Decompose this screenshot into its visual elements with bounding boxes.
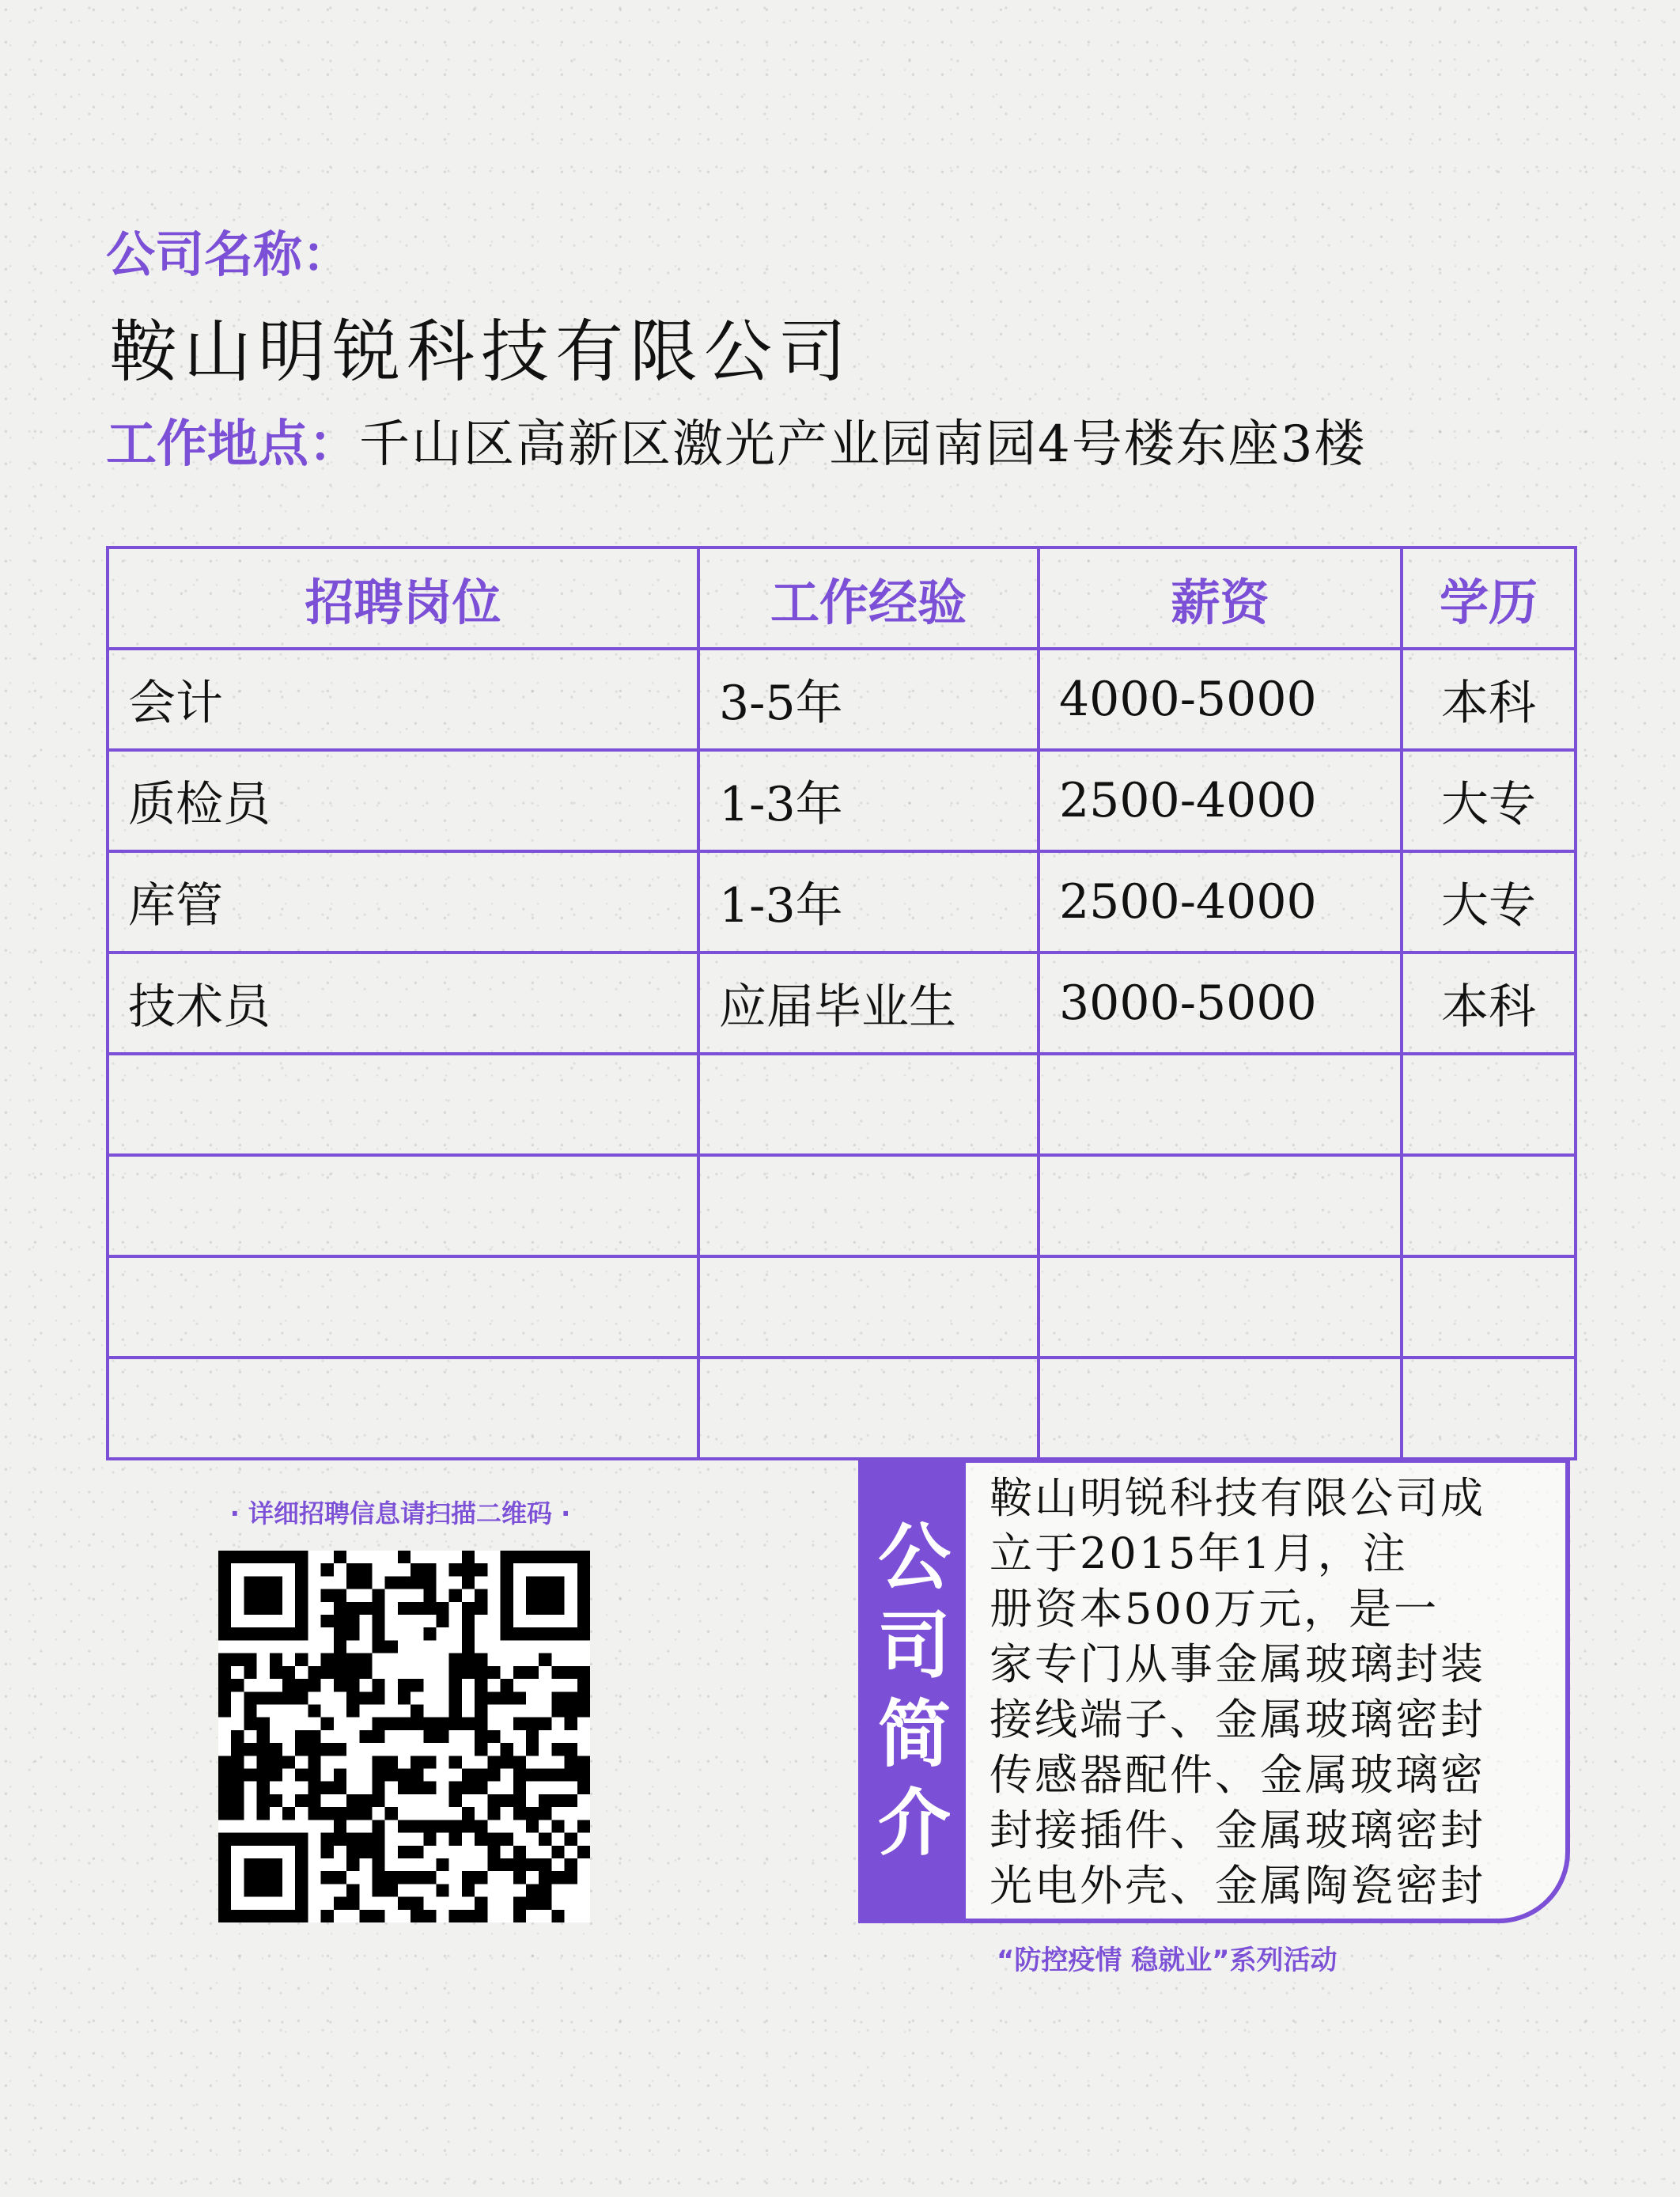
table-header-row bbox=[108, 547, 1576, 649]
empty-cell bbox=[1039, 1155, 1402, 1256]
location-value: 千山区高新区激光产业园南园4号楼东座3楼 bbox=[359, 415, 1367, 474]
table-row-empty bbox=[108, 1256, 1576, 1358]
table-row bbox=[108, 953, 1576, 1054]
intro-line: 立于2015年1月，注 bbox=[989, 1528, 1408, 1578]
intro-side-char: 介 bbox=[877, 1781, 951, 1866]
empty-cell bbox=[108, 1358, 698, 1459]
empty-cell bbox=[1039, 1358, 1402, 1459]
intro-side-banner bbox=[863, 1463, 966, 1919]
cell-education: 大专 bbox=[1402, 851, 1576, 953]
company-name: 鞍山明锐科技有限公司 bbox=[109, 313, 853, 392]
header-salary: 薪资 bbox=[1039, 547, 1402, 649]
header-education: 学历 bbox=[1402, 547, 1576, 649]
empty-cell bbox=[1402, 1358, 1576, 1459]
job-table bbox=[106, 546, 1577, 1460]
cell-position: 库管 bbox=[108, 851, 698, 953]
empty-cell bbox=[108, 1155, 698, 1256]
cell-salary: 2500-4000 bbox=[1039, 750, 1402, 851]
intro-text bbox=[989, 1471, 1559, 1914]
cell-experience: 应届毕业生 bbox=[698, 953, 1039, 1054]
cell-position: 会计 bbox=[108, 649, 698, 750]
empty-cell bbox=[1402, 1054, 1576, 1155]
company-intro-box bbox=[858, 1458, 1570, 1923]
table-row-empty bbox=[108, 1054, 1576, 1155]
intro-side-char: 司 bbox=[877, 1604, 951, 1688]
intro-side-char: 简 bbox=[877, 1692, 951, 1777]
table-row bbox=[108, 750, 1576, 851]
empty-cell bbox=[1402, 1155, 1576, 1256]
location-label: 工作地点： bbox=[106, 415, 359, 474]
empty-cell bbox=[698, 1256, 1039, 1358]
header-experience: 工作经验 bbox=[698, 547, 1039, 649]
intro-line: 光电外壳、金属陶瓷密封 bbox=[989, 1861, 1485, 1911]
cell-salary: 3000-5000 bbox=[1039, 953, 1402, 1054]
table-row bbox=[108, 851, 1576, 953]
empty-cell bbox=[1402, 1256, 1576, 1358]
empty-cell bbox=[108, 1256, 698, 1358]
cell-education: 大专 bbox=[1402, 750, 1576, 851]
intro-line: 鞍山明锐科技有限公司成 bbox=[989, 1473, 1485, 1523]
intro-line: 家专门从事金属玻璃封装 bbox=[989, 1639, 1485, 1689]
cell-position: 质检员 bbox=[108, 750, 698, 851]
cell-position: 技术员 bbox=[108, 953, 698, 1054]
empty-cell bbox=[698, 1155, 1039, 1256]
empty-cell bbox=[1039, 1054, 1402, 1155]
footer-slogan: “防控疫情 稳就业”系列活动 bbox=[997, 1945, 1338, 1976]
intro-line: 传感器配件、金属玻璃密 bbox=[989, 1750, 1485, 1800]
qr-code-icon[interactable] bbox=[218, 1551, 590, 1922]
table-row bbox=[108, 649, 1576, 750]
cell-education: 本科 bbox=[1402, 953, 1576, 1054]
table-row-empty bbox=[108, 1358, 1576, 1459]
location-row bbox=[106, 403, 1366, 476]
empty-cell bbox=[108, 1054, 698, 1155]
empty-cell bbox=[698, 1054, 1039, 1155]
company-name-label: 公司名称： bbox=[106, 225, 352, 283]
empty-cell bbox=[1039, 1256, 1402, 1358]
cell-experience: 1-3年 bbox=[698, 851, 1039, 953]
cell-experience: 3-5年 bbox=[698, 649, 1039, 750]
empty-cell bbox=[698, 1358, 1039, 1459]
intro-side-char: 公 bbox=[877, 1515, 951, 1600]
cell-salary: 4000-5000 bbox=[1039, 649, 1402, 750]
header-position: 招聘岗位 bbox=[108, 547, 698, 649]
qr-caption: · 详细招聘信息请扫描二维码 · bbox=[229, 1498, 571, 1528]
table-row-empty bbox=[108, 1155, 1576, 1256]
cell-salary: 2500-4000 bbox=[1039, 851, 1402, 953]
intro-line: 封接插件、金属玻璃密封 bbox=[989, 1805, 1485, 1855]
cell-experience: 1-3年 bbox=[698, 750, 1039, 851]
intro-line: 册资本500万元，是一 bbox=[989, 1584, 1440, 1634]
intro-line: 接线端子、金属玻璃密封 bbox=[989, 1695, 1485, 1744]
cell-education: 本科 bbox=[1402, 649, 1576, 750]
